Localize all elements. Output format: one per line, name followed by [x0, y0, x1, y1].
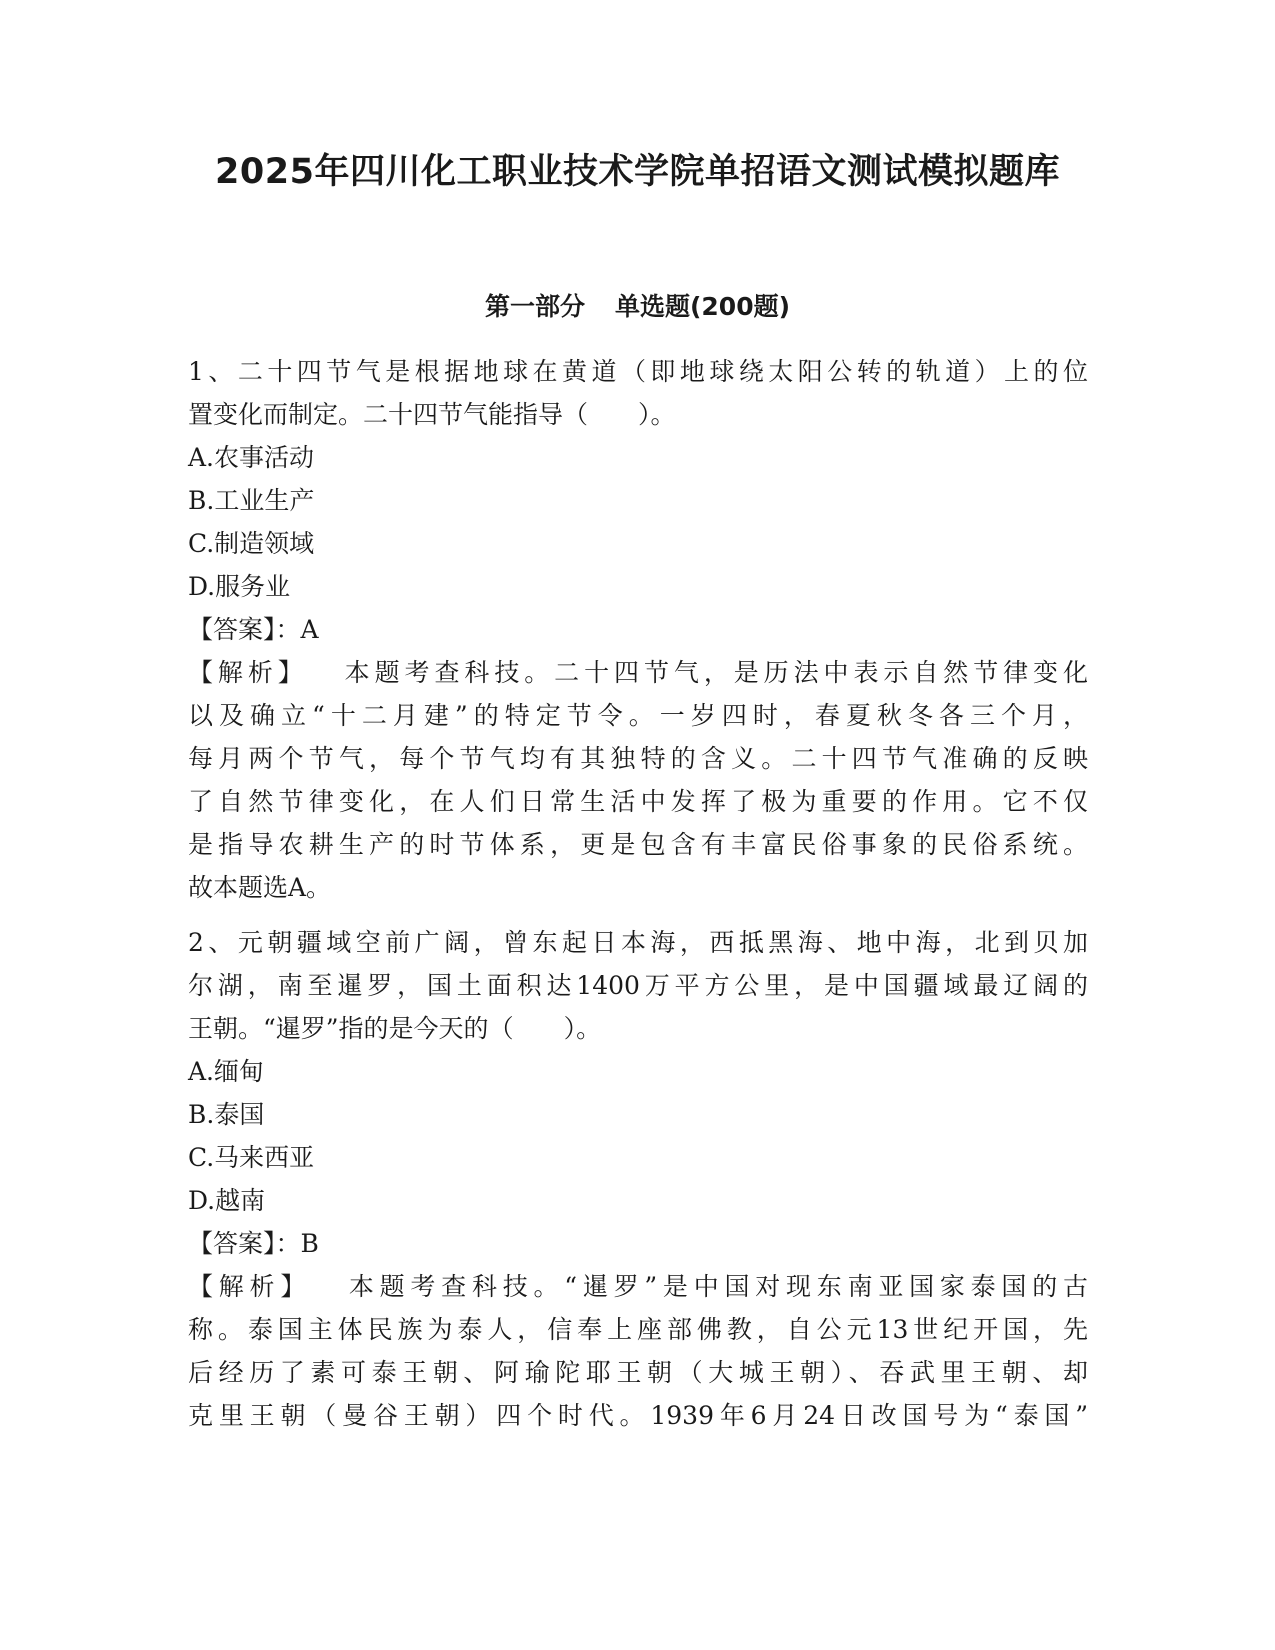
analysis-line	[188, 1265, 1088, 1308]
answer-value: B	[300, 1229, 319, 1258]
answer-line	[188, 608, 1088, 651]
analysis-line: 以及确立“十二月建”的特定节令。一岁四时，春夏秋冬各三个月，	[188, 701, 1088, 730]
option-a: A.缅甸	[188, 1057, 265, 1086]
analysis-line: 后经历了素可泰王朝、阿瑜陀耶王朝（大城王朝）、吞武里王朝、却	[188, 1358, 1088, 1387]
analysis-line	[188, 651, 1088, 694]
analysis-text: 本题考查科技。二十四节气，是历法中表示自然节律变化	[339, 658, 1088, 687]
question-stem-line: 1、二十四节气是根据地球在黄道（即地球绕太阳公转的轨道）上的位	[188, 357, 1088, 386]
option-d: D.服务业	[188, 572, 291, 601]
document-title: 2025年四川化工职业技术学院单招语文测试模拟题库	[215, 152, 1060, 192]
analysis-label: 【解析】	[188, 658, 308, 687]
analysis-text: 本题考查科技。“暹罗”是中国对现东南亚国家泰国的古	[343, 1272, 1088, 1301]
question-list	[188, 350, 1088, 1437]
answer-line	[188, 1222, 1088, 1265]
option-d: D.越南	[188, 1186, 266, 1215]
option-b: B.泰国	[188, 1100, 265, 1129]
question-1	[188, 350, 1088, 909]
option-b: B.工业生产	[188, 486, 315, 515]
analysis-line: 每月两个节气，每个节气均有其独特的含义。二十四节气准确的反映	[188, 744, 1088, 773]
section-title: 单选题(200题)	[614, 292, 791, 321]
analysis-line: 故本题选A。	[188, 873, 332, 902]
question-stem-line: 王朝。“暹罗”指的是今天的（ ）。	[188, 1014, 602, 1043]
answer-value: A	[300, 615, 319, 644]
section-part: 第一部分	[484, 292, 585, 321]
option-a: A.农事活动	[188, 443, 315, 472]
question-stem-line: 2、元朝疆域空前广阔，曾东起日本海，西抵黑海、地中海，北到贝加	[188, 928, 1088, 957]
analysis-label: 【解析】	[188, 1272, 312, 1301]
question-stem-line: 尔湖，南至暹罗，国土面积达1400万平方公里，是中国疆域最辽阔的	[188, 971, 1088, 1000]
answer-label: 【答案】：	[188, 1229, 301, 1258]
analysis-line: 了自然节律变化，在人们日常生活中发挥了极为重要的作用。它不仅	[188, 787, 1088, 816]
analysis-line: 称。泰国主体民族为泰人，信奉上座部佛教，自公元13世纪开国，先	[188, 1315, 1088, 1344]
option-c: C.制造领域	[188, 529, 315, 558]
question-2	[188, 921, 1088, 1437]
analysis-line: 克里王朝（曼谷王朝）四个时代。1939年6月24日改国号为“泰国”	[188, 1401, 1088, 1430]
option-c: C.马来西亚	[188, 1143, 315, 1172]
question-stem-line: 置变化而制定。二十四节气能指导（ ）。	[188, 400, 676, 429]
analysis-line: 是指导农耕生产的时节体系，更是包含有丰富民俗事象的民俗系统。	[188, 830, 1088, 859]
answer-label: 【答案】：	[188, 615, 301, 644]
section-heading	[0, 290, 1275, 324]
